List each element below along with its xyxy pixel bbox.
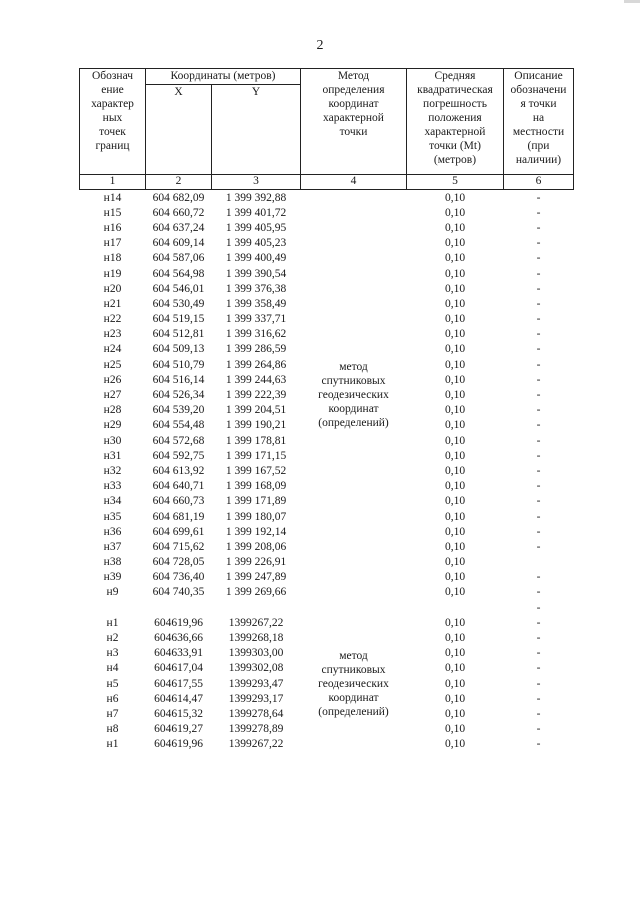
description-value: -: [536, 723, 541, 736]
coord-y: 1 399 316,62: [225, 328, 287, 341]
point-name: н28: [103, 404, 122, 417]
point-name: н14: [103, 191, 122, 204]
coord-x: 604 699,61: [152, 525, 205, 538]
description-value: -: [536, 373, 541, 386]
header-x: X: [146, 85, 212, 175]
coord-y: 1 399 405,23: [225, 237, 287, 250]
header-method: [301, 69, 407, 175]
empty-cell: [212, 600, 301, 615]
coord-y: 1 399 264,86: [225, 358, 287, 371]
coord-x: 604619,96: [154, 738, 203, 751]
coord-y: 1 399 392,88: [225, 191, 287, 204]
coord-y: 1 399 171,15: [225, 449, 287, 462]
coord-y: 1 399 244,63: [225, 373, 287, 386]
description-value: -: [536, 206, 541, 219]
coord-x: 604617,04: [154, 662, 203, 675]
coord-y: 1 399 247,89: [225, 571, 287, 584]
coord-y: 1 399 167,52: [225, 464, 287, 477]
coord-y: 1399293,17: [228, 692, 284, 705]
coord-y: 1399267,22: [228, 738, 284, 751]
description-value: -: [536, 419, 541, 432]
error-value: 0,10: [444, 358, 466, 371]
point-name: н37: [103, 540, 122, 553]
coord-x: 604636,66: [154, 632, 203, 645]
error-value: 0,10: [444, 221, 466, 234]
description-value: -: [536, 571, 541, 584]
table-row: [80, 615, 574, 630]
description-value: -: [536, 297, 541, 310]
point-name: н39: [103, 571, 122, 584]
error-value: 0,10: [444, 313, 466, 326]
description-value: -: [536, 677, 541, 690]
error-value: 0,10: [444, 252, 466, 265]
point-name: н21: [103, 297, 122, 310]
empty-cell: [80, 600, 146, 615]
coord-y: 1 399 192,14: [225, 525, 287, 538]
error-value: 0,10: [444, 571, 466, 584]
scan-artifact: [624, 0, 640, 3]
coord-x: 604 519,15: [152, 313, 205, 326]
description-value: -: [536, 738, 541, 751]
point-name: н33: [103, 480, 122, 493]
point-name: н16: [103, 221, 122, 234]
point-name: н30: [103, 434, 122, 447]
error-value: 0,10: [444, 328, 466, 341]
coord-x: 604 564,98: [152, 267, 205, 280]
coord-x: 604619,96: [154, 616, 203, 629]
error-value: 0,10: [444, 206, 466, 219]
description-value: -: [536, 525, 541, 538]
error-value: 0,10: [444, 373, 466, 386]
point-name: н22: [103, 313, 122, 326]
description-value: -: [536, 601, 541, 614]
description-value: -: [536, 358, 541, 371]
description-value: -: [536, 510, 541, 523]
coord-x: 604 681,19: [152, 510, 205, 523]
coord-y: 1399303,00: [228, 647, 284, 660]
coord-x: 604 682,09: [152, 191, 205, 204]
error-value: 0,10: [444, 723, 466, 736]
error-value: 0,10: [444, 419, 466, 432]
coord-y: 1 399 376,38: [225, 282, 287, 295]
description-value: -: [536, 343, 541, 356]
empty-cell: [146, 600, 212, 615]
coord-y: 1399268,18: [228, 632, 284, 645]
description-value: -: [536, 480, 541, 493]
coord-y: 1 399 180,07: [225, 510, 287, 523]
error-value: 0,10: [444, 404, 466, 417]
method-text: метод спутниковых геодезических координат (определений): [318, 649, 389, 718]
point-name: н31: [103, 449, 122, 462]
gap-row: [80, 600, 574, 615]
header-description-text: Описание обозначени я точки на местности (при наличии): [510, 70, 567, 166]
error-value: 0,10: [444, 480, 466, 493]
description-value: -: [536, 692, 541, 705]
description-value: -: [536, 404, 541, 417]
description-value: -: [536, 252, 541, 265]
error-value: 0,10: [444, 237, 466, 250]
coord-y: 1 399 286,59: [225, 343, 287, 356]
coord-x: 604 554,48: [152, 419, 205, 432]
error-value: 0,10: [444, 616, 466, 629]
coord-x: 604 530,49: [152, 297, 205, 310]
coord-y: 1 399 190,21: [225, 419, 287, 432]
description-value: -: [536, 237, 541, 250]
error-value: 0,10: [444, 495, 466, 508]
point-name: н36: [103, 525, 122, 538]
header-coordinates: Координаты (метров): [146, 69, 301, 85]
column-number: 4: [301, 175, 407, 190]
point-name: н4: [106, 662, 119, 675]
coord-x: 604 526,34: [152, 389, 205, 402]
error-value: 0,10: [444, 556, 466, 569]
description-value: -: [536, 662, 541, 675]
point-name: н2: [106, 632, 119, 645]
error-value: 0,10: [444, 267, 466, 280]
error-value: 0,10: [444, 343, 466, 356]
point-name: н15: [103, 206, 122, 219]
point-name: н5: [106, 677, 119, 690]
coord-x: 604 637,24: [152, 221, 205, 234]
point-name: н32: [103, 464, 122, 477]
point-name: н20: [103, 282, 122, 295]
header-y: Y: [212, 85, 301, 175]
point-name: н24: [103, 343, 122, 356]
coord-y: 1399278,89: [228, 723, 284, 736]
coord-x: 604 510,79: [152, 358, 205, 371]
description-value: -: [536, 495, 541, 508]
empty-cell: [301, 600, 407, 615]
coord-y: 1 399 204,51: [225, 404, 287, 417]
description-value: -: [536, 389, 541, 402]
coord-y: 1399278,64: [228, 707, 284, 720]
error-value: 0,10: [444, 464, 466, 477]
header-error-text: Средняя квадратическая погрешность положения характерной точки (Mt) (метров): [417, 70, 493, 166]
description-value: -: [536, 328, 541, 341]
description-value: -: [536, 313, 541, 326]
error-value: 0,10: [444, 389, 466, 402]
point-name: н23: [103, 328, 122, 341]
description-value: -: [536, 449, 541, 462]
coord-y: 1 399 337,71: [225, 313, 287, 326]
column-number: 3: [212, 175, 301, 190]
point-name: н19: [103, 267, 122, 280]
coord-y: 1 399 171,89: [225, 495, 287, 508]
error-value: 0,10: [444, 677, 466, 690]
coord-x: 604614,47: [154, 692, 203, 705]
header-error: [407, 69, 504, 175]
coordinates-table: [79, 68, 574, 752]
column-number: 5: [407, 175, 504, 190]
description-value: -: [536, 267, 541, 280]
error-value: 0,10: [444, 297, 466, 310]
error-value: 0,10: [444, 434, 466, 447]
description-value: -: [536, 434, 541, 447]
method-text: метод спутниковых геодезических координат (определений): [318, 361, 389, 430]
error-value: 0,10: [444, 525, 466, 538]
column-number: 2: [146, 175, 212, 190]
point-name: н34: [103, 495, 122, 508]
coord-x: 604 640,71: [152, 480, 205, 493]
error-value: 0,10: [444, 586, 466, 599]
header-point-designation: [80, 69, 146, 175]
point-name: н17: [103, 237, 122, 250]
coord-x: 604617,55: [154, 677, 203, 690]
coord-x: 604633,91: [154, 647, 203, 660]
empty-cell: [407, 600, 504, 615]
coord-x: 604 740,35: [152, 586, 205, 599]
method-cell: [301, 615, 407, 752]
error-value: 0,10: [444, 632, 466, 645]
description-value: -: [536, 616, 541, 629]
error-value: 0,10: [444, 692, 466, 705]
coord-x: 604 512,81: [152, 328, 205, 341]
point-name: н6: [106, 692, 119, 705]
coord-x: 604 660,73: [152, 495, 205, 508]
point-name: н9: [106, 586, 119, 599]
point-name: н7: [106, 707, 119, 720]
coord-x: 604 509,13: [152, 343, 205, 356]
coord-x: 604 728,05: [152, 556, 205, 569]
coord-y: 1 399 269,66: [225, 586, 287, 599]
error-value: 0,10: [444, 662, 466, 675]
point-name: н3: [106, 647, 119, 660]
error-value: 0,10: [444, 738, 466, 751]
description-value: -: [536, 707, 541, 720]
point-name: н25: [103, 358, 122, 371]
coord-x: 604 546,01: [152, 282, 205, 295]
coord-x: 604615,32: [154, 707, 203, 720]
coord-y: 1 399 358,49: [225, 297, 287, 310]
coord-y: 1399267,22: [228, 616, 284, 629]
description-value: [504, 555, 574, 570]
method-cell: [301, 190, 407, 601]
table-row: [80, 190, 574, 206]
coord-x: 604 660,72: [152, 206, 205, 219]
column-number: 6: [504, 175, 574, 190]
error-value: 0,10: [444, 510, 466, 523]
coord-y: 1399302,08: [228, 662, 284, 675]
coord-y: 1 399 400,49: [225, 252, 287, 265]
coord-y: 1 399 401,72: [225, 206, 287, 219]
header-description: [504, 69, 574, 175]
coord-x: 604 587,06: [152, 252, 205, 265]
error-value: 0,10: [444, 191, 466, 204]
point-name: н18: [103, 252, 122, 265]
coord-y: 1 399 405,95: [225, 221, 287, 234]
point-name: н1: [106, 738, 119, 751]
header-method-text: Метод определения координат характерной точки: [322, 70, 385, 138]
coord-x: 604 613,92: [152, 464, 205, 477]
description-value: -: [536, 464, 541, 477]
point-name: н8: [106, 723, 119, 736]
coord-y: 1399293,47: [228, 677, 284, 690]
table-body: [80, 190, 574, 752]
coord-y: 1 399 226,91: [225, 556, 287, 569]
error-value: 0,10: [444, 540, 466, 553]
coord-y: 1 399 178,81: [225, 434, 287, 447]
coord-x: 604 736,40: [152, 571, 205, 584]
description-value: -: [536, 540, 541, 553]
coord-x: 604 592,75: [152, 449, 205, 462]
description-value: -: [536, 282, 541, 295]
description-value: -: [536, 221, 541, 234]
description-value: -: [536, 191, 541, 204]
description-value: -: [536, 586, 541, 599]
coord-x: 604 572,68: [152, 434, 205, 447]
point-name: н1: [106, 616, 119, 629]
coord-x: 604 516,14: [152, 373, 205, 386]
coord-x: 604 539,20: [152, 404, 205, 417]
coord-y: 1 399 390,54: [225, 267, 287, 280]
description-value: -: [536, 647, 541, 660]
header-point-designation-text: Обознач ение характер ных точек границ: [91, 70, 134, 152]
error-value: 0,10: [444, 282, 466, 295]
coord-x: 604 609,14: [152, 237, 205, 250]
column-number: 1: [80, 175, 146, 190]
coord-x: 604 715,62: [152, 540, 205, 553]
point-name: н27: [103, 389, 122, 402]
coord-y: 1 399 168,09: [225, 480, 287, 493]
coord-y: 1 399 222,39: [225, 389, 287, 402]
coord-x: 604619,27: [154, 723, 203, 736]
point-name: н35: [103, 510, 122, 523]
page-number: 2: [316, 38, 324, 53]
point-name: н29: [103, 419, 122, 432]
point-name: н38: [103, 556, 122, 569]
coord-y: 1 399 208,06: [225, 540, 287, 553]
error-value: 0,10: [444, 647, 466, 660]
description-value: -: [536, 632, 541, 645]
error-value: 0,10: [444, 449, 466, 462]
point-name: н26: [103, 373, 122, 386]
error-value: 0,10: [444, 707, 466, 720]
